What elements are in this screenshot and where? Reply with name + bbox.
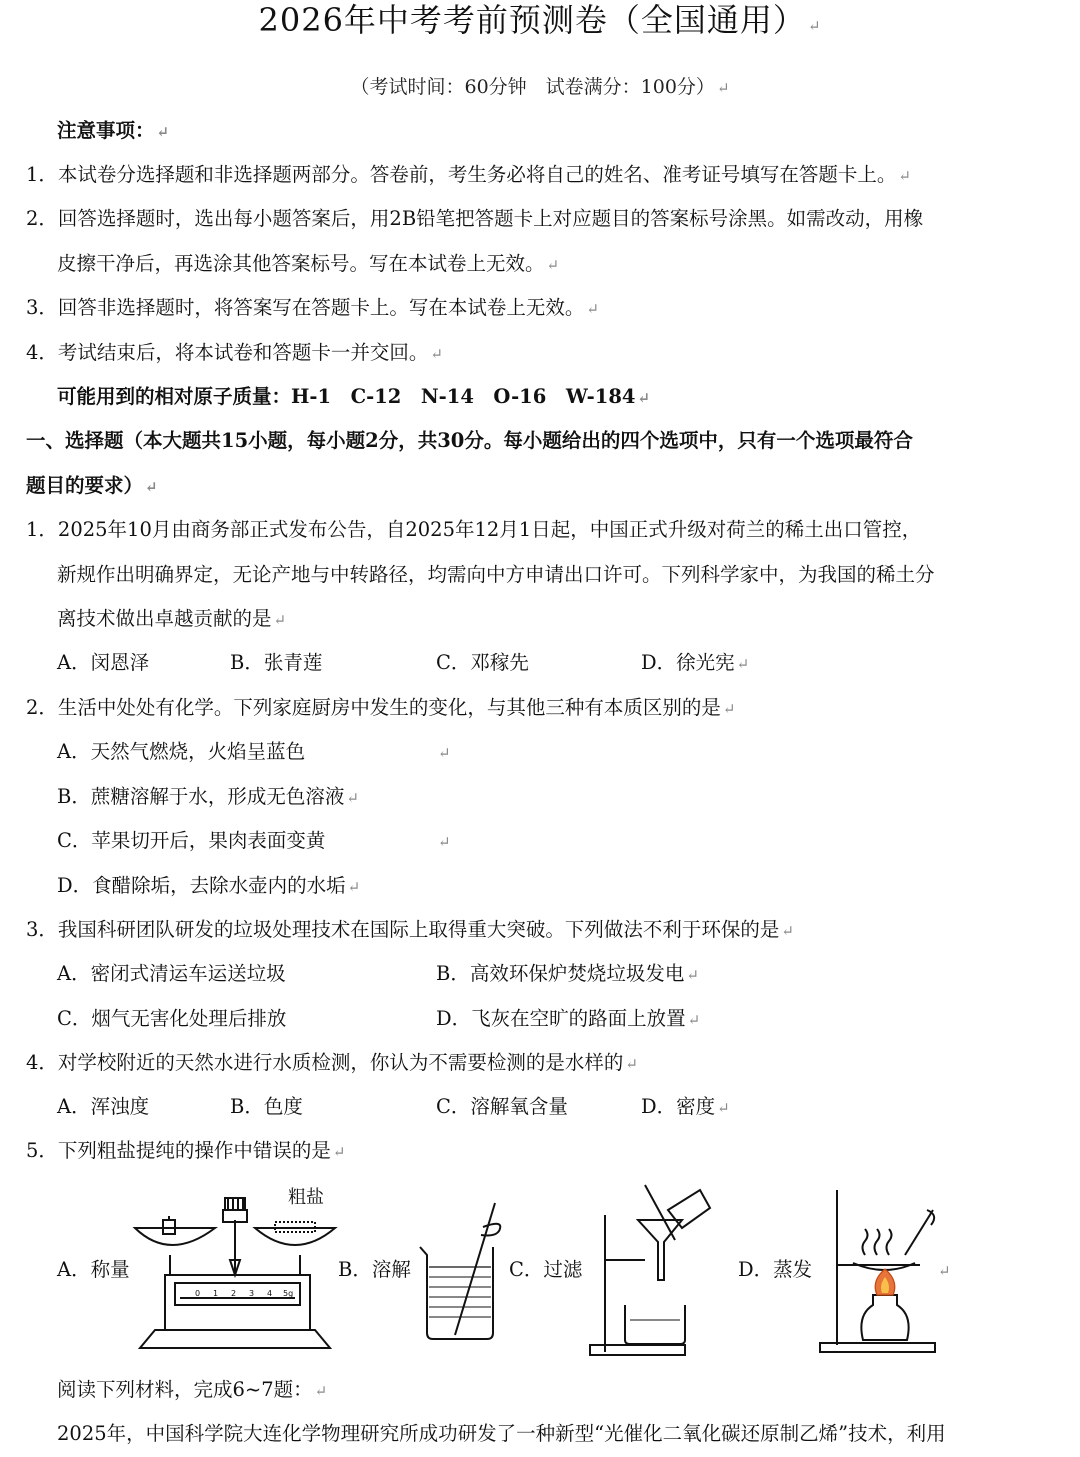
question-3-stem: 3．我国科研团队研发的垃圾处理技术在国际上取得重大突破。下列做法不利于环保的是 ↵ [26, 918, 794, 941]
section-heading: 一、选择题（本大题共15小题，每小题2分，共30分。每小题给出的四个选项中，只有一个选项最符合 [26, 429, 913, 452]
right-pan [255, 1228, 335, 1245]
q5-option-a: A．称量 [57, 1258, 130, 1281]
question-1-stem: 离技术做出卓越贡献的是 ↵ [57, 607, 287, 630]
stirring-rod [455, 1203, 495, 1335]
exam-info: （考试时间：60分钟 试卷满分：100分） ↵ [350, 76, 730, 98]
atomic-mass-line: 可能用到的相对原子质量：H-1 C-12 N-14 O-16 W-184 ↵ [57, 385, 651, 408]
return-mark: ↵ [438, 833, 451, 851]
return-mark: ↵ [438, 744, 451, 762]
scale-tick: 3 [249, 1289, 255, 1298]
notice-heading: 注意事项： ↵ [57, 119, 170, 142]
notice-item: 3．回答非选择题时，将答案写在答题卡上。写在本试卷上无效。 ↵ [26, 296, 599, 319]
q1-option-b: B．张青莲 [230, 651, 323, 674]
section-heading: 题目的要求） ↵ [26, 474, 158, 497]
alcohol-lamp [861, 1295, 908, 1340]
question-5-stem: 5．下列粗盐提纯的操作中错误的是 ↵ [26, 1139, 346, 1162]
q4-option-c: C．溶解氧含量 [436, 1095, 568, 1118]
scale-base [140, 1330, 330, 1348]
scale-tick: 5g [283, 1289, 294, 1298]
q3-option-b: B．高效环保炉焚烧垃圾发电 ↵ [436, 962, 699, 985]
q2-option-c: C．苹果切开后，果肉表面变黄 [57, 829, 326, 852]
pouring-beaker [668, 1190, 710, 1228]
scale-tick: 4 [267, 1289, 273, 1298]
notice-item: 4．考试结束后，将本试卷和答题卡一并交回。 ↵ [26, 341, 443, 364]
q5-option-c: C．过滤 [509, 1258, 583, 1281]
scale-tick: 0 [195, 1289, 201, 1298]
q5-option-d: D．蒸发 [738, 1258, 813, 1281]
question-2-stem: 2．生活中处处有化学。下列家庭厨房中发生的变化，与其他三种有本质区别的是 ↵ [26, 696, 736, 719]
funnel [638, 1220, 682, 1280]
question-1-stem: 新规作出明确界定，无论产地与中转路径，均需向中方申请出口许可。下列科学家中，为我国的稀土分 [57, 563, 935, 586]
beaker [420, 1247, 493, 1339]
q3-option-c: C．烟气无害化处理后排放 [57, 1007, 287, 1030]
scale-tick: 1 [213, 1289, 219, 1298]
evaporation-figure [815, 1185, 945, 1360]
q2-option-d: D．食醋除垢，去除水壶内的水垢 ↵ [57, 874, 361, 897]
q1-option-a: A．闵恩泽 [57, 651, 150, 674]
notice-item: 1．本试卷分选择题和非选择题两部分。答卷前，考生务必将自己的姓名、准考证号填写在答题卡上。 ↵ [26, 163, 911, 186]
glass-rod [905, 1210, 933, 1255]
q3-option-a: A．密闭式清运车运送垃圾 [57, 962, 286, 985]
filtration-figure [590, 1180, 720, 1360]
q5-option-b: B．溶解 [338, 1258, 411, 1281]
reading-intro: 阅读下列材料，完成6~7题： ↵ [57, 1378, 328, 1401]
q1-option-c: C．邓稼先 [436, 651, 529, 674]
q2-option-a: A．天然气燃烧，火焰呈蓝色 [57, 740, 306, 763]
q4-option-a: A．浑浊度 [57, 1095, 150, 1118]
q3-option-d: D．飞灰在空旷的路面上放置 ↵ [436, 1007, 701, 1030]
return-mark: ↵ [938, 1262, 951, 1280]
notice-item: 2．回答选择题时，选出每小题答案后，用2B铅笔把答题卡上对应题目的答案标号涂黑。如需改动，用橡 [26, 207, 924, 230]
question-1-stem: 1．2025年10月由商务部正式发布公告，自2025年12月1日起，中国正式升级对荷兰的稀土出口管控， [26, 518, 922, 541]
reading-text: 2025年，中国科学院大连化学物理研究所成功研发了一种新型“光催化二氧化碳还原制乙烯”技术，利用 [57, 1422, 946, 1445]
scale-tick: 2 [231, 1289, 237, 1298]
receiving-beaker [625, 1305, 685, 1344]
q1-option-d: D．徐光宪 ↵ [641, 651, 750, 674]
q4-option-b: B．色度 [230, 1095, 303, 1118]
page-title: 2026年中考考前预测卷（全国通用） ↵ [258, 1, 822, 39]
q2-option-b: B．蔗糖溶解于水，形成无色溶液 ↵ [57, 785, 359, 808]
notice-item: 皮擦干净后，再选涂其他答案标号。写在本试卷上无效。 ↵ [57, 252, 560, 275]
dissolving-figure [415, 1195, 505, 1345]
question-4-stem: 4．对学校附近的天然水进行水质检测，你认为不需要检测的是水样的 ↵ [26, 1051, 638, 1074]
stir-arrow [481, 1224, 500, 1236]
salt-label: 粗盐 [288, 1187, 324, 1208]
q4-option-d: D．密度 ↵ [641, 1095, 730, 1118]
